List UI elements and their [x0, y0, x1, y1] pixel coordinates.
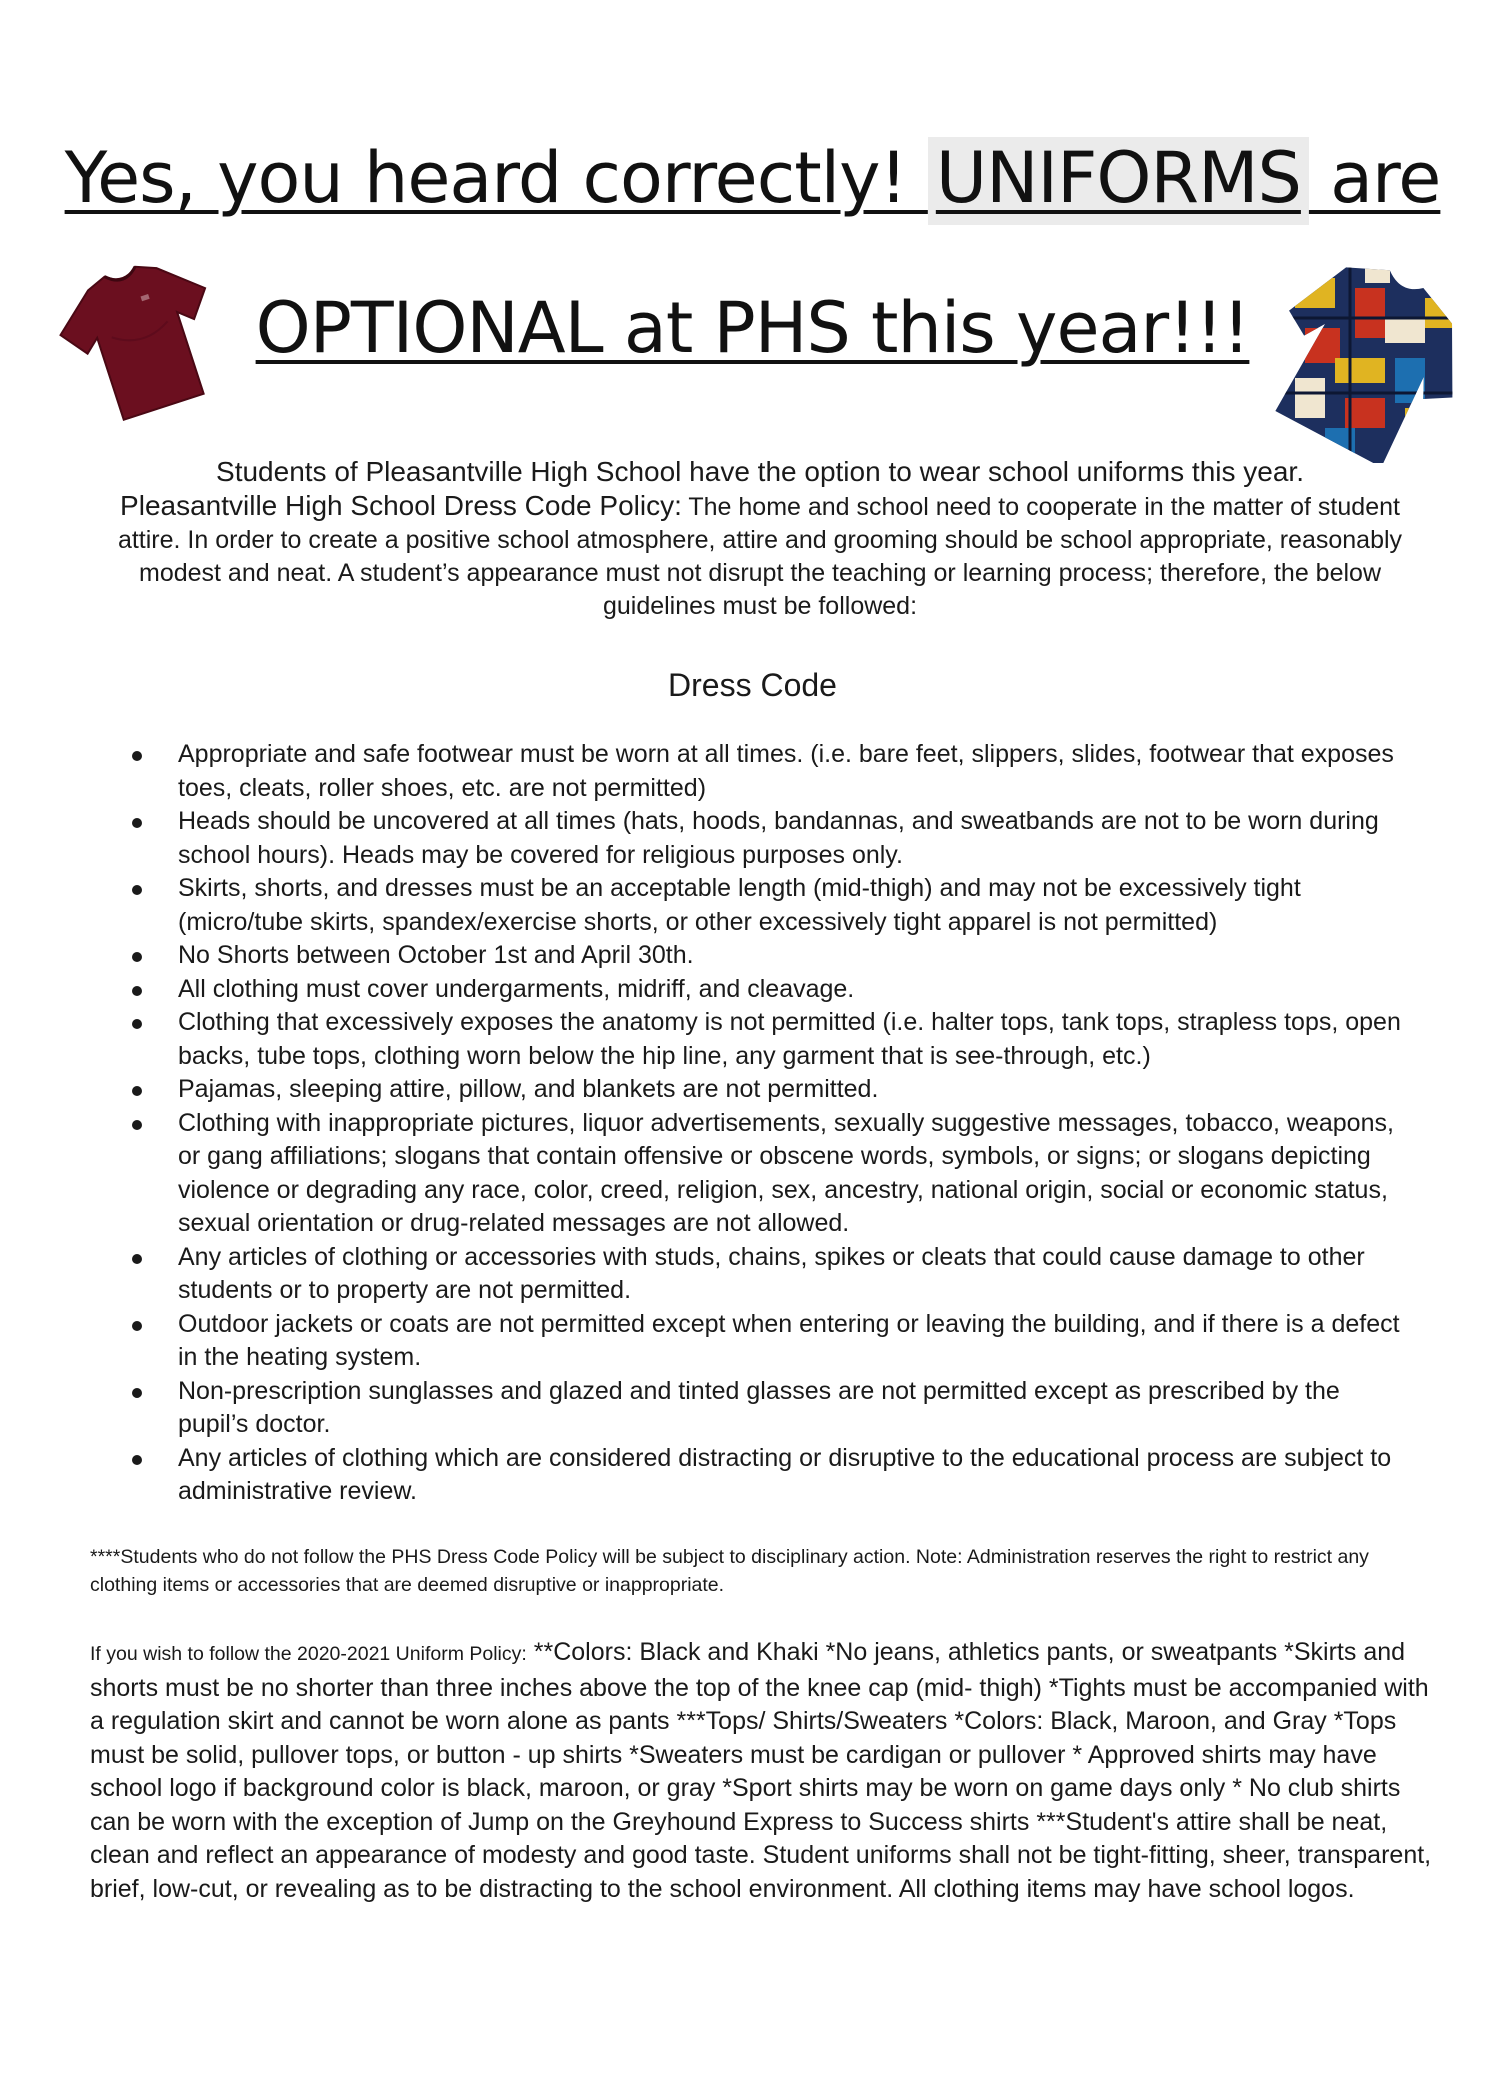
bullet-icon [132, 1455, 142, 1465]
rule-text: Non-prescription sunglasses and glazed and tinted glasses are not permitted except as prescribed by the pupil’s doctor. [178, 1376, 1340, 1438]
rule-text: No Shorts between October 1st and April 30th. [178, 941, 694, 969]
uniform-policy-text: **Colors: Black and Khaki *No jeans, athletics pants, or sweatpants *Skirts and shorts must be no shorter than three inches above the top of the knee cap (mid- thigh) *Tights must be accompanied with a regulation skirt and cannot be worn alone as pants ***Tops/ Shirts/Sweaters *Colors: Black, Maroon, and Gray *Tops must be solid, pullover tops, or button - up shirts *Sweaters must be cardigan or pullover * Approved shirts may have school logo if background color is black, maroon, or gray *Sport shirts may be worn on game days only * No club shirts can be worn with the exception of Jump on the Greyhound Express to Success shirts ***Student's attire shall be neat, clean and reflect an appearance of modesty and good taste. Student uniforms shall not be tight-fitting, sheer, transparent, brief, low-cut, or revealing as to be distracting to the school environment. All clothing items may have school logos. [90, 1638, 1432, 1903]
rule-item [132, 1006, 1412, 1073]
bullet-icon [132, 1388, 142, 1398]
rule-text: Clothing with inappropriate pictures, liquor advertisements, sexually suggestive messages, tobacco, weapons, or gang affiliations; slogans that contain offensive or obscene words, symbols, or signs; or slogans depicting violence or degrading any race, color, creed, religion, sex, ancestry, national origin, social or economic status, sexual orientation or drug-related messages are not allowed. [178, 1108, 1394, 1237]
uniform-policy-intro: If you wish to follow the 2020-2021 Uniform Policy: [90, 1643, 527, 1665]
headline-optional: OPTIONAL at PHS this year!!! [255, 287, 1250, 369]
headline-highlight-uniforms: UNIFORMS [928, 137, 1309, 225]
intro-lead: Students of Pleasantville High School have the option to wear school uniforms this year. [216, 456, 1304, 487]
uniform-policy [90, 1636, 1435, 1906]
rule-item [132, 973, 1412, 1007]
rule-item [132, 939, 1412, 973]
rule-text: Heads should be uncovered at all times (hats, hoods, bandannas, and sweatbands are not to be worn during school hours). Heads may be covered for religious purposes only. [178, 807, 1379, 869]
headline-part-1: Yes, you heard correctly! [64, 137, 928, 219]
policy-title: Pleasantville High School Dress Code Policy: [120, 490, 682, 521]
rule-text: Clothing that excessively exposes the anatomy is not permitted (i.e. halter tops, tank tops, strapless tops, open backs, tube tops, clothing worn below the hip line, any garment that is see-through, etc.) [178, 1008, 1401, 1070]
bullet-icon [132, 885, 142, 895]
rule-item [132, 872, 1412, 939]
rule-item [132, 1308, 1412, 1375]
bullet-icon [132, 1254, 142, 1264]
headline-line-1 [0, 136, 1505, 220]
rule-item [132, 805, 1412, 872]
rule-item [132, 1107, 1412, 1241]
dress-code-rules [132, 738, 1412, 1509]
rule-text: Outdoor jackets or coats are not permitted except when entering or leaving the building, and if there is a defect in the heating system. [178, 1309, 1400, 1371]
rule-item [132, 1073, 1412, 1107]
rule-text: Any articles of clothing or accessories with studs, chains, spikes or cleats that could cause damage to other students or to property are not permitted. [178, 1242, 1365, 1304]
rule-text: Any articles of clothing which are considered distracting or disruptive to the educational process are subject to administrative review. [178, 1443, 1392, 1505]
rule-text: All clothing must cover undergarments, midriff, and cleavage. [178, 974, 855, 1003]
disciplinary-note: ****Students who do not follow the PHS Dress Code Policy will be subject to disciplinary action. Note: Administration reserves the right to restrict any clothing items or accessories that are deemed disruptive or inappropriate. [90, 1546, 1369, 1596]
dress-code-heading: Dress Code [668, 667, 837, 703]
rule-text: Skirts, shorts, and dresses must be an acceptable length (mid-thigh) and may not be excessively tight (micro/tube skirts, spandex/exercise shorts, or other excessively tight apparel is not permitted) [178, 874, 1301, 936]
rule-item [132, 1241, 1412, 1308]
policy-text: The home and school need to cooperate in the matter of student attire. In order to create a positive school atmosphere, attire and grooming should be school appropriate, reasonably modest and neat. A student’s appearance must not disrupt the teaching or learning process; therefore, the below guidelines must be followed: [117, 493, 1403, 620]
bullet-icon [132, 1120, 142, 1130]
bullet-icon [132, 986, 142, 996]
patterned-shirt-image [1265, 258, 1470, 463]
rule-text: Pajamas, sleeping attire, pillow, and blankets are not permitted. [178, 1075, 879, 1103]
headline-part-2: are [1308, 137, 1441, 219]
rule-item [132, 1375, 1412, 1442]
bullet-icon [132, 818, 142, 828]
maroon-shirt-image [55, 258, 230, 428]
rule-item [132, 738, 1412, 805]
bullet-icon [132, 1019, 142, 1029]
intro-paragraph [90, 455, 1430, 623]
bullet-icon [132, 1086, 142, 1096]
bullet-icon [132, 751, 142, 761]
bullet-icon [132, 952, 142, 962]
rule-text: Appropriate and safe footwear must be worn at all times. (i.e. bare feet, slippers, slides, footwear that exposes toes, cleats, roller shoes, etc. are not permitted) [178, 740, 1394, 802]
bullet-icon [132, 1321, 142, 1331]
rule-item [132, 1442, 1412, 1509]
